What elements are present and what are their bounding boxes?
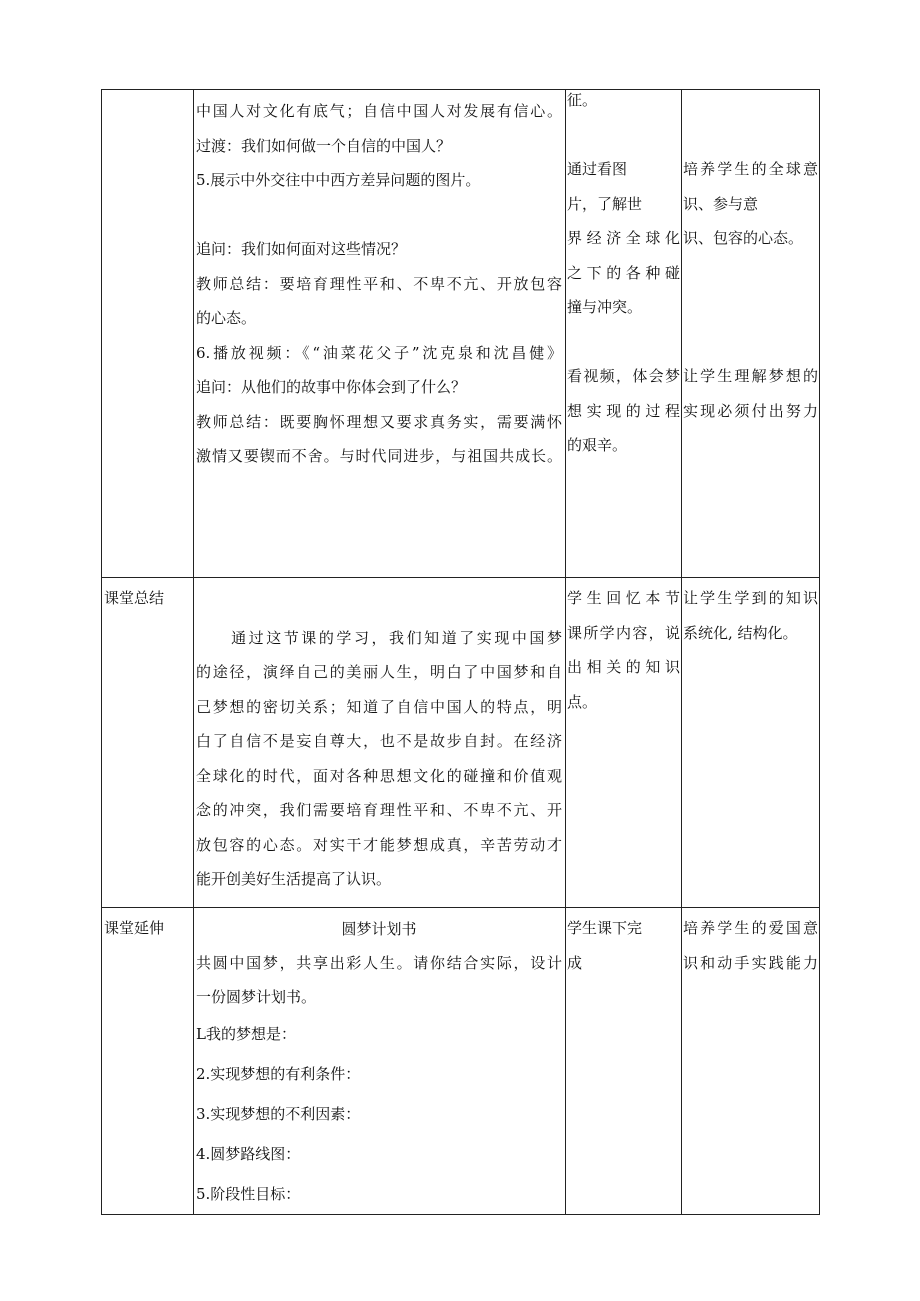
row1-purpose-line: 识、包容的心态。 [683,229,804,247]
row3-content-line: 4.圆梦路线图： [196,1145,301,1163]
row1-activity-cell [567,83,680,463]
row1-activity-line [567,118,680,153]
row1-purpose-line [683,256,818,291]
row1-purpose-line [683,118,818,153]
row1-activity-line: 界经济全球化 [567,229,680,247]
row2-activity-line: 课所学内容，说 [567,623,680,642]
row3-content-line: 3.实现梦想的不利因素： [196,1105,361,1123]
row2-activity-cell [567,581,680,719]
table-border-right [819,89,820,1215]
table-border-left [101,89,102,1215]
row2-content-line [196,586,562,621]
row3-purpose-cell [683,911,818,980]
row2-content-line: 己梦想的密切关系；知道了自信中国人的特点，明 [196,697,562,716]
row2-content-cell [196,586,562,897]
row3-content-line: 2.实现梦想的有利条件： [196,1065,361,1083]
plan-title: 圆梦计划书 [341,920,417,938]
row1-purpose-line: 实现必须付出努力 [683,401,818,420]
row1-activity-line: 撞与冲突。 [567,298,643,316]
row1-activity-line: 通过看图 [567,160,628,178]
row2-content-line: 能开创美好生活提高了认识。 [196,870,392,888]
row-divider-1 [101,577,820,578]
row2-content-line: 通过这节课的学习，我们知道了实现中国梦 [196,628,562,647]
row3-purpose-line: 培养学生的爱国意 [683,919,818,937]
row2-content-line: 放包容的心态。对实干才能梦想成真，辛苦劳动才 [196,835,562,854]
row3-activity-line: 成 [567,953,583,972]
row3-content-cell [196,912,562,1214]
stage-label-summary: 课堂总结 [104,589,165,607]
row3-activity-line: 学生课下完 [567,919,643,937]
row2-content-line: 的途径，演绎自己的美丽人生，明白了中国梦和自 [196,663,562,681]
row3-content-line: 5.阶段性目标： [196,1185,301,1203]
row2-purpose-line: 系统化, 结构化。 [683,623,798,642]
row1-content-line: 5.展示中外交往中中西方差异问题的图片。 [196,171,481,189]
row2-content-line: 全球化的时代，面对各种思想文化的碰撞和价值观 [196,766,562,785]
row1-purpose-line: 让学生理解梦想的 [683,367,818,385]
row3-activity-cell [567,911,680,980]
row2-stage-cell [104,581,192,616]
column-divider-1 [193,89,194,1215]
row3-content-line: L我的梦想是： [196,1025,296,1043]
row2-purpose-line: 让学生学到的知识 [683,589,818,607]
row1-activity-line [567,325,680,360]
row1-purpose-line [683,325,818,360]
row3-content-line: 一份圆梦计划书。 [196,988,317,1006]
lesson-plan-table [101,89,820,1215]
row2-activity-line: 点。 [567,692,598,711]
row1-content-line: 6.播放视频：《“油菜花父子”沈克泉和沈昌健》 [196,343,562,362]
column-divider-3 [681,89,682,1215]
row1-content-line: 过渡：我们如何做一个自信的中国人？ [196,136,452,155]
row3-stage-cell [104,911,192,946]
row1-content-line: 教师总结：既要胸怀理想又要求真务实，需要满怀 [196,412,562,431]
row-divider-2 [101,907,820,908]
row1-activity-line: 征。 [567,91,598,109]
row2-activity-line: 出相关的知识 [567,658,680,676]
row1-content-line: 追问：我们如何面对这些情况？ [196,240,407,258]
row3-purpose-line: 识和动手实践能力 [683,953,818,972]
row1-activity-line: 片，了解世 [567,194,643,213]
row1-purpose-line [683,83,818,118]
row2-content-line: 白了自信不是妄自尊大，也不是故步自封。在经济 [196,732,562,750]
table-border-bottom [101,1214,820,1215]
row1-purpose-cell [683,83,818,428]
row1-content-line: 的心态。 [196,309,257,327]
row1-activity-line: 想实现的过程 [567,401,680,420]
row1-content-line: 激情又要锲而不舍。与时代同进步，与祖国共成长。 [196,447,562,465]
row1-activity-line: 看视频，体会梦 [567,367,680,385]
stage-label-extension: 课堂延伸 [104,919,165,937]
row1-purpose-line: 培养学生的全球意 [683,160,818,178]
row1-content-cell [196,94,562,474]
row2-activity-line: 学生回忆本节 [567,589,680,607]
row1-content-line: 中国人对文化有底气；自信中国人对发展有信心。 [196,102,562,120]
row2-purpose-cell [683,581,818,650]
row1-content-line: 教师总结：要培育理性平和、不卑不亢、开放包容 [196,274,562,293]
row1-content-line: 追问：从他们的故事中你体会到了什么？ [196,378,467,396]
row1-purpose-line: 识、参与意 [683,194,759,213]
row1-activity-line: 之下的各种碰 [567,263,680,282]
row2-content-line: 念的冲突，我们需要培育理性平和、不卑不亢、开 [196,801,562,819]
row3-content-line: 共圆中国梦，共享出彩人生。请你结合实际，设计 [196,954,562,972]
row1-content-line [196,198,562,233]
row1-activity-line: 的艰辛。 [567,436,628,454]
column-divider-2 [565,89,566,1215]
row1-purpose-line [683,290,818,325]
